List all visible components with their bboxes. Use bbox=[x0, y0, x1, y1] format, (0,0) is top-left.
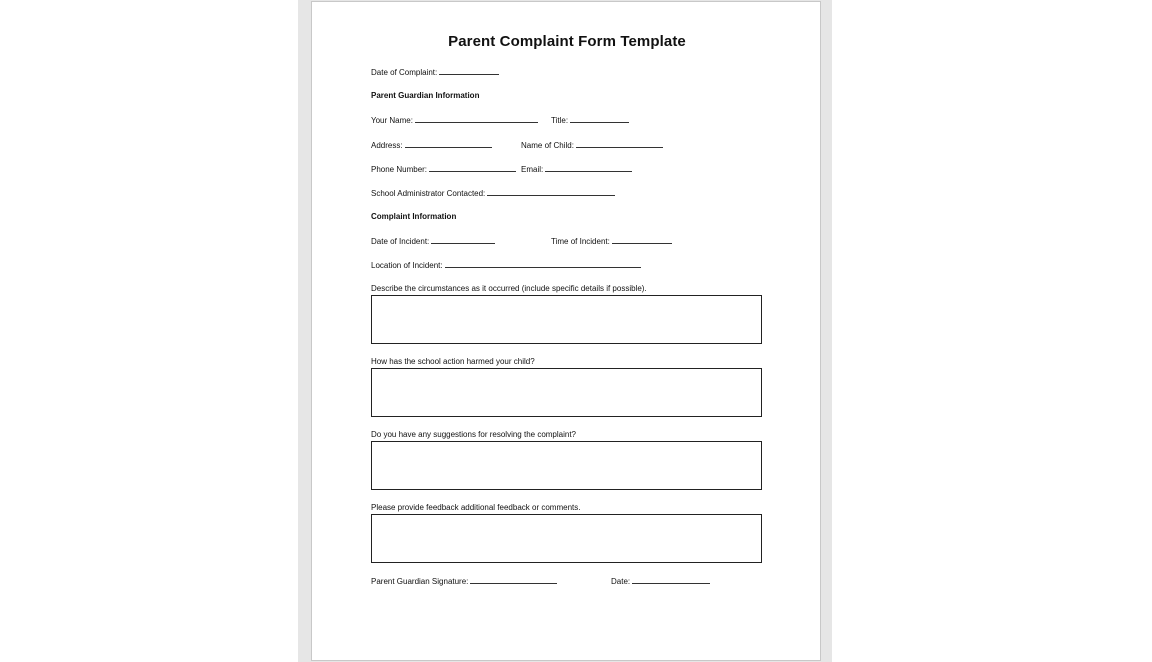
name-of-child-row bbox=[521, 140, 663, 151]
document-page bbox=[311, 1, 821, 661]
time-of-incident-label: Time of Incident: bbox=[551, 237, 610, 246]
title-label: Title: bbox=[551, 116, 569, 125]
date-of-complaint-row bbox=[371, 67, 499, 78]
date-of-incident-row bbox=[371, 236, 495, 247]
section-heading-complaint: Complaint Information bbox=[371, 212, 457, 221]
location-of-incident-label: Location of Incident: bbox=[371, 261, 443, 270]
email-row bbox=[521, 164, 632, 175]
time-of-incident-row bbox=[551, 236, 672, 247]
phone-number-field[interactable] bbox=[429, 164, 516, 172]
name-of-child-field[interactable] bbox=[576, 140, 663, 148]
time-of-incident-field[interactable] bbox=[612, 236, 672, 244]
email-field[interactable] bbox=[545, 164, 632, 172]
your-name-row bbox=[371, 115, 538, 126]
address-label: Address: bbox=[371, 141, 403, 150]
name-of-child-label: Name of Child: bbox=[521, 141, 574, 150]
signature-field[interactable] bbox=[470, 576, 557, 584]
signature-date-field[interactable] bbox=[632, 576, 710, 584]
question-harm: How has the school action harmed your child? bbox=[371, 357, 535, 366]
signature-date-label: Date: bbox=[611, 577, 631, 586]
form-title: Parent Complaint Form Template bbox=[448, 33, 686, 50]
your-name-field[interactable] bbox=[415, 115, 538, 123]
harm-textbox[interactable] bbox=[371, 368, 762, 417]
title-row bbox=[551, 115, 629, 126]
question-suggestions: Do you have any suggestions for resolving the complaint? bbox=[371, 430, 577, 439]
location-of-incident-row bbox=[371, 260, 641, 271]
address-field[interactable] bbox=[405, 140, 492, 148]
address-row bbox=[371, 140, 492, 151]
section-heading-guardian: Parent Guardian Information bbox=[371, 91, 480, 100]
school-admin-label: School Administrator Contacted: bbox=[371, 189, 486, 198]
school-admin-row bbox=[371, 188, 615, 199]
email-label: Email: bbox=[521, 165, 544, 174]
date-of-incident-label: Date of Incident: bbox=[371, 237, 430, 246]
location-of-incident-field[interactable] bbox=[445, 260, 641, 268]
school-admin-field[interactable] bbox=[487, 188, 615, 196]
phone-number-row bbox=[371, 164, 516, 175]
question-feedback: Please provide feedback additional feedback or comments. bbox=[371, 503, 581, 512]
signature-row bbox=[371, 576, 557, 587]
your-name-label: Your Name: bbox=[371, 116, 413, 125]
suggestions-textbox[interactable] bbox=[371, 441, 762, 490]
question-circumstances: Describe the circumstances as it occurred (include specific details if possible). bbox=[371, 284, 647, 293]
feedback-textbox[interactable] bbox=[371, 514, 762, 563]
signature-label: Parent Guardian Signature: bbox=[371, 577, 469, 586]
date-of-incident-field[interactable] bbox=[431, 236, 495, 244]
date-of-complaint-field[interactable] bbox=[439, 67, 499, 75]
date-of-complaint-label: Date of Complaint: bbox=[371, 68, 438, 77]
circumstances-textbox[interactable] bbox=[371, 295, 762, 344]
title-field[interactable] bbox=[570, 115, 629, 123]
phone-number-label: Phone Number: bbox=[371, 165, 428, 174]
signature-date-row bbox=[611, 576, 710, 587]
